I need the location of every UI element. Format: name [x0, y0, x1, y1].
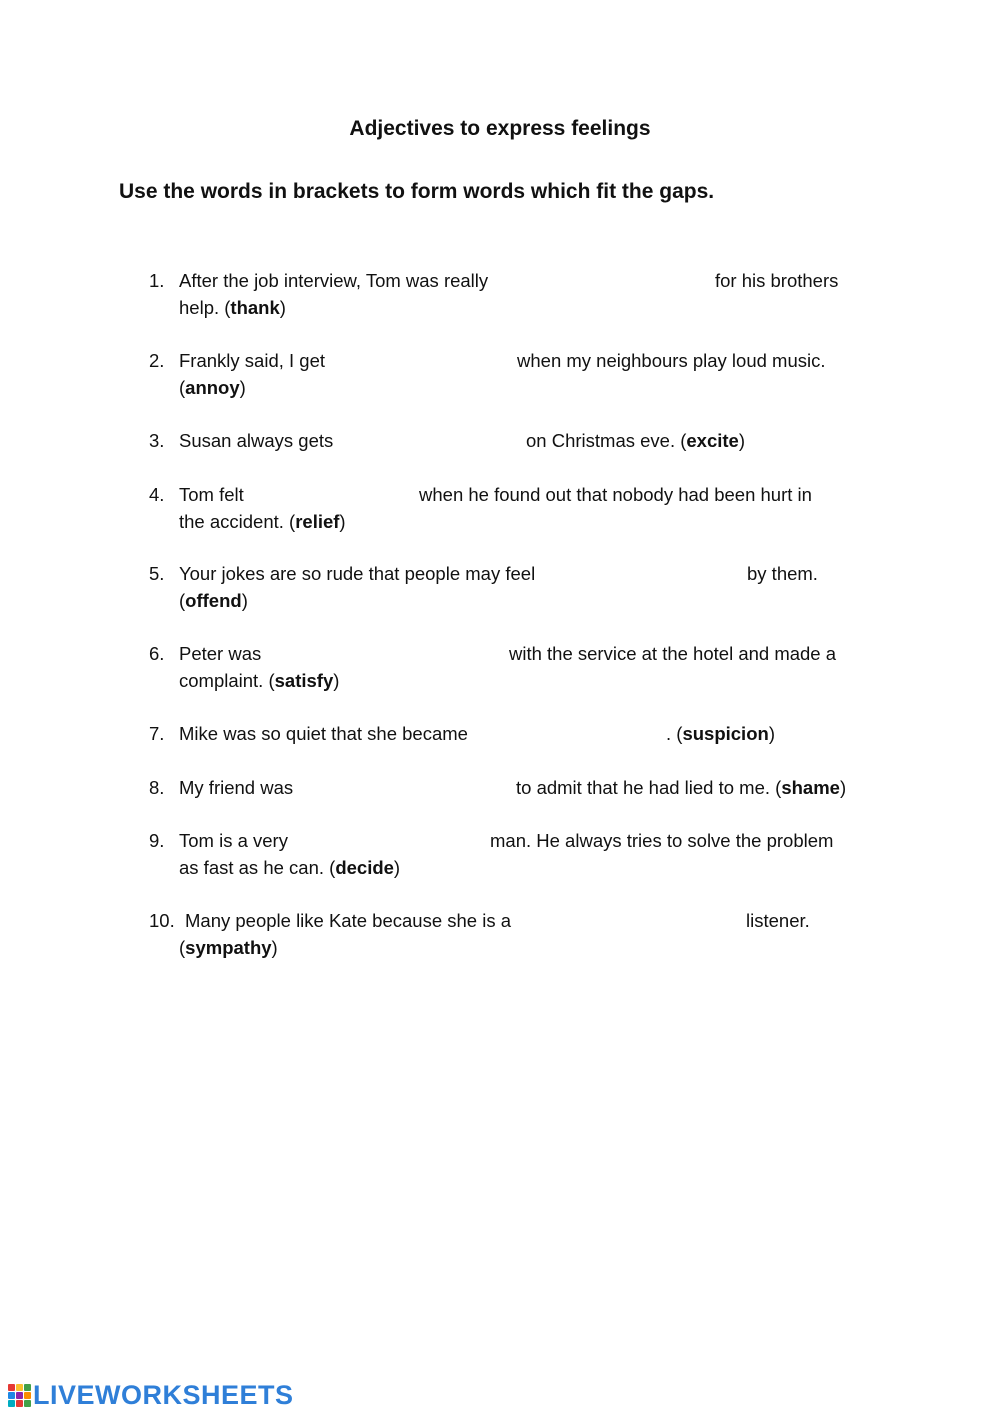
answer-input-4[interactable]	[261, 481, 415, 507]
question-3	[149, 427, 889, 454]
question-text: as fast as he can. (	[179, 857, 336, 878]
keyword: shame	[781, 777, 840, 798]
question-number: 4.	[149, 484, 165, 505]
question-number: 8.	[149, 777, 165, 798]
keyword: decide	[335, 857, 394, 878]
question-text: )	[738, 430, 746, 451]
answer-input-1[interactable]	[551, 267, 715, 293]
question-text: )	[393, 857, 401, 878]
question-number: 3.	[149, 430, 165, 451]
question-5	[149, 560, 889, 614]
logo-text: LIVEWORKSHEETS	[33, 1379, 294, 1410]
question-text: . (	[666, 723, 683, 744]
question-text: )	[271, 937, 278, 958]
question-text: (	[179, 937, 186, 958]
keyword: satisfy	[274, 670, 334, 691]
keyword: relief	[295, 511, 340, 532]
keyword: sympathy	[185, 937, 272, 958]
question-text: the accident. (	[179, 511, 296, 532]
keyword: suspicion	[682, 723, 769, 744]
question-text: )	[339, 511, 346, 532]
keyword: excite	[686, 430, 739, 451]
answer-input-5[interactable]	[577, 560, 745, 586]
page-title: Adjectives to express feelings	[349, 117, 651, 140]
question-text: )	[241, 590, 248, 611]
question-text: to admit that he had lied to me. (	[516, 777, 782, 798]
answer-input-6[interactable]	[279, 640, 503, 666]
answer-input-9[interactable]	[305, 827, 489, 853]
question-text: )	[279, 297, 286, 318]
question-text: by them.	[747, 563, 818, 584]
answer-input-2[interactable]	[351, 347, 515, 373]
question-9	[149, 827, 889, 881]
question-text: )	[839, 777, 847, 798]
question-text: man. He always tries to solve the problem	[490, 830, 834, 851]
answer-input-7[interactable]	[501, 720, 665, 746]
question-text: Mike was so quiet that she became	[179, 723, 468, 744]
question-text: )	[768, 723, 775, 744]
question-text: )	[333, 670, 340, 691]
instructions: Use the words in brackets to form words which fit the gaps.	[119, 180, 715, 203]
question-number: 1.	[149, 270, 165, 291]
question-text: when my neighbours play loud music.	[517, 350, 826, 371]
question-4	[149, 481, 889, 535]
question-text: help. (	[179, 297, 231, 318]
answer-input-8[interactable]	[309, 774, 513, 800]
answer-input-3[interactable]	[355, 427, 525, 453]
question-10	[149, 907, 889, 961]
question-text: when he found out that nobody had been hurt in	[419, 484, 812, 505]
question-text: complaint. (	[179, 670, 275, 691]
question-text: on Christmas eve. (	[526, 430, 687, 451]
answer-input-10[interactable]	[549, 907, 745, 933]
question-1	[149, 267, 889, 321]
question-text: Peter was	[179, 643, 262, 664]
question-number: 7.	[149, 723, 165, 744]
question-text: (	[179, 377, 186, 398]
keyword: annoy	[185, 377, 240, 398]
question-text: for his brothers	[715, 270, 839, 291]
keyword: thank	[230, 297, 280, 318]
question-text: listener.	[746, 910, 810, 931]
question-2	[149, 347, 889, 401]
footer-logo	[8, 1380, 294, 1410]
question-text: Tom is a very	[179, 830, 288, 851]
question-number: 9.	[149, 830, 165, 851]
question-8	[149, 774, 889, 801]
question-text: Frankly said, I get	[179, 350, 326, 371]
question-number: 6.	[149, 643, 165, 664]
logo-cubes-icon	[8, 1384, 31, 1407]
question-text: My friend was	[179, 777, 294, 798]
question-text: Many people like Kate because she is a	[185, 910, 512, 931]
question-text: (	[179, 590, 186, 611]
question-7	[149, 720, 889, 747]
question-number: 5.	[149, 563, 165, 584]
question-6	[149, 640, 889, 694]
question-number: 10.	[149, 910, 175, 931]
question-text: Your jokes are so rude that people may feel	[179, 563, 536, 584]
question-text: with the service at the hotel and made a	[509, 643, 837, 664]
question-text: )	[239, 377, 246, 398]
question-number: 2.	[149, 350, 165, 371]
question-text: Susan always gets	[179, 430, 334, 451]
keyword: offend	[185, 590, 242, 611]
question-text: Tom felt	[179, 484, 244, 505]
question-text: After the job interview, Tom was really	[179, 270, 489, 291]
